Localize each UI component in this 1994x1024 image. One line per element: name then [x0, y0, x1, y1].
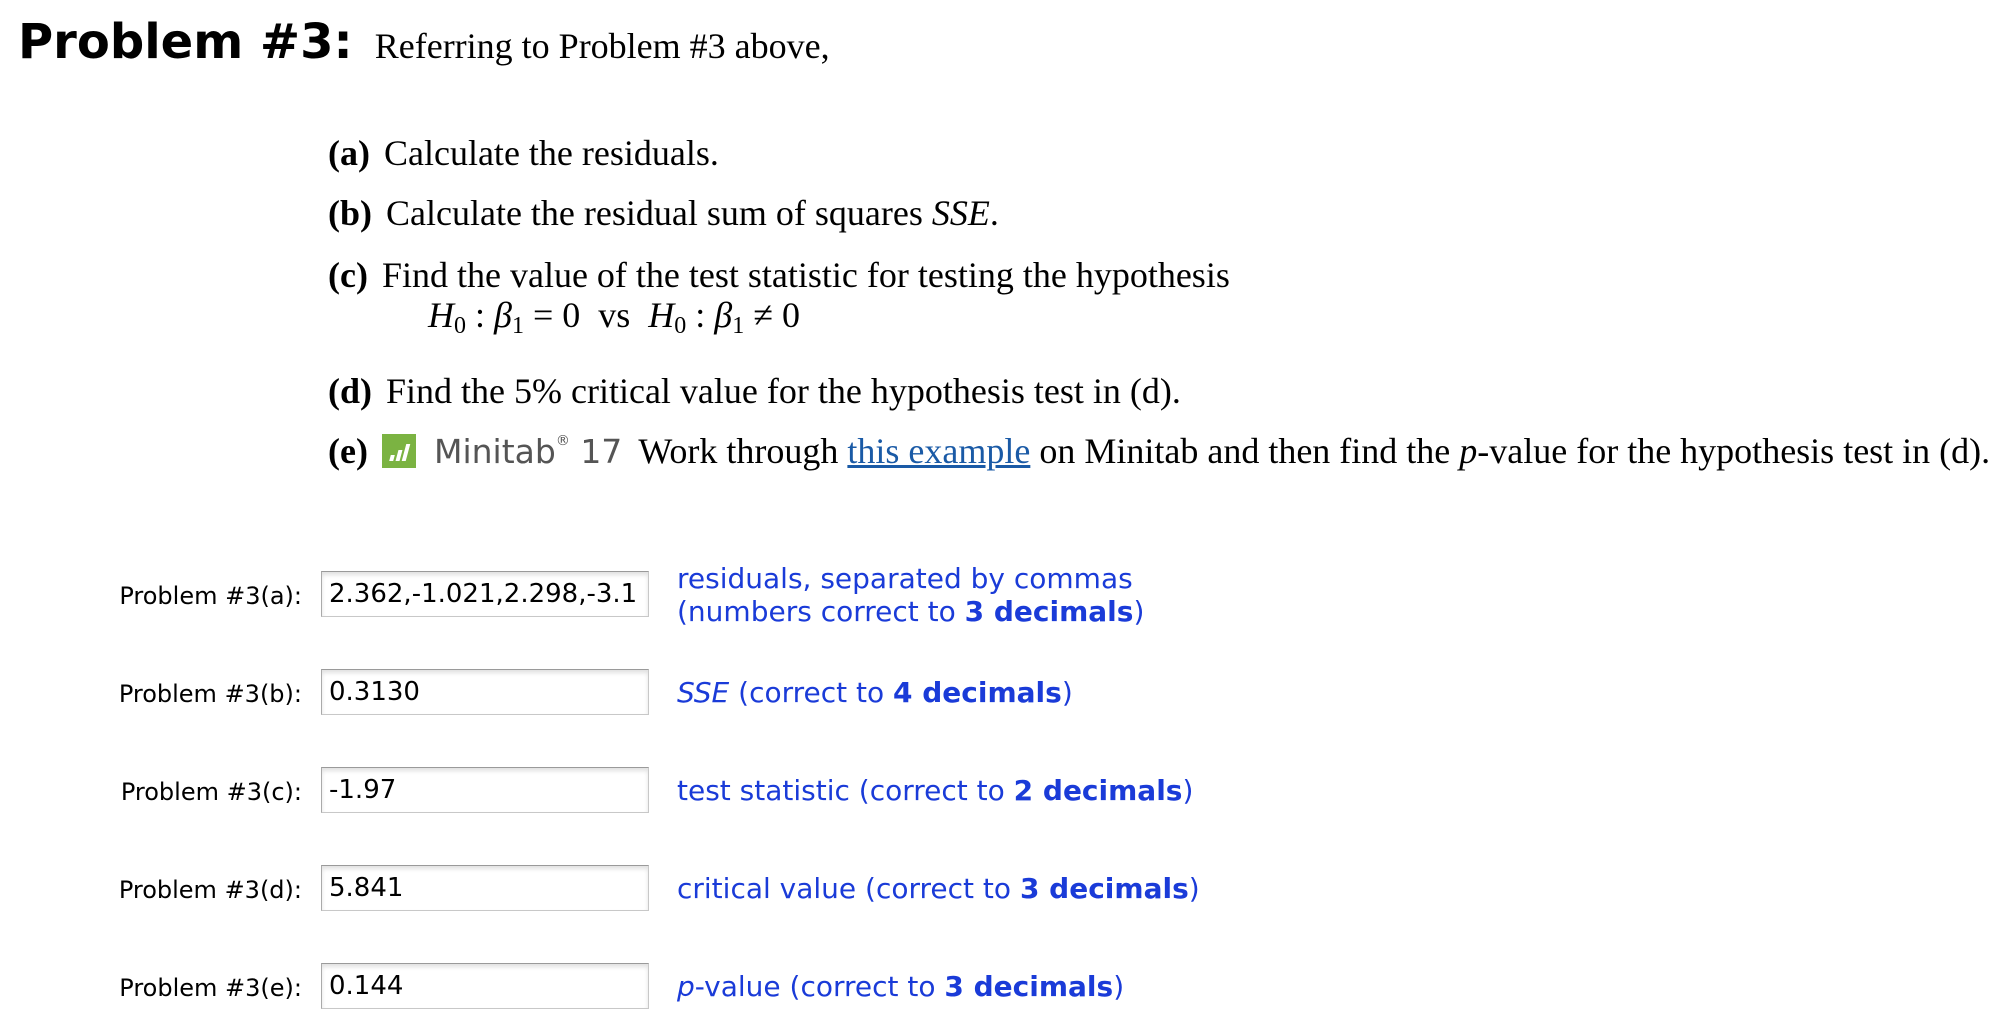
problem-header [18, 14, 830, 70]
answer-row-d [0, 865, 1994, 913]
part-letter: (d) [328, 371, 372, 411]
answer-label: Problem #3(c): [120, 778, 302, 806]
part-text: Calculate the residuals. [383, 133, 719, 173]
answer-hint: test statistic (correct to 2 decimals) [677, 774, 1194, 807]
answer-label: Problem #3(a): [119, 582, 302, 610]
minitab-logo [382, 432, 622, 471]
answer-input-b[interactable] [321, 669, 649, 715]
part-d [328, 370, 1181, 412]
answer-input-a[interactable] [321, 571, 649, 617]
answer-label: Problem #3(b): [118, 680, 302, 708]
answer-input-e[interactable] [321, 963, 649, 1009]
minitab-wordmark: Minitab® 17 [433, 431, 623, 471]
part-c [328, 254, 1230, 296]
example-link[interactable]: this example [847, 431, 1031, 471]
part-a [328, 132, 719, 174]
answer-row-a [0, 562, 1994, 628]
answer-row-e [0, 963, 1994, 1011]
part-text: Calculate the residual sum of squares SSE. [386, 193, 999, 233]
answer-label: Problem #3(d): [118, 876, 302, 904]
part-text: Find the value of the test statistic for testing the hypothesis [381, 255, 1230, 295]
part-letter: (a) [328, 133, 370, 173]
part-text: Work through this example on Minitab and then find the p-value for the hypothesis test in (d). [638, 431, 1991, 471]
answer-hint: critical value (correct to 3 decimals) [677, 872, 1200, 905]
part-b [328, 192, 999, 234]
answer-hint: SSE (correct to 4 decimals) [677, 676, 1073, 709]
answer-label: Problem #3(e): [119, 974, 302, 1002]
part-letter: (e) [328, 431, 368, 471]
answer-hint: p-value (correct to 3 decimals) [677, 970, 1125, 1003]
problem-intro: Referring to Problem #3 above, [374, 26, 830, 66]
answer-hint: residuals, separated by commas (numbers correct to 3 decimals) [677, 562, 1145, 628]
sse-term: SSE [931, 193, 990, 233]
answer-row-b [0, 669, 1994, 717]
part-text: Find the 5% critical value for the hypothesis test in (d). [386, 371, 1181, 411]
answer-row-c [0, 767, 1994, 815]
minitab-bars-icon [382, 434, 416, 468]
answer-input-d[interactable] [321, 865, 649, 911]
hypothesis-statement: $H_0$ : $\beta_1 = 0$ vs $H_0$ : $\beta_1 \ne 0$ [428, 295, 800, 339]
part-e [328, 430, 1990, 472]
part-letter: (b) [328, 193, 372, 233]
problem-title: Problem #3: [18, 14, 353, 70]
answer-input-c[interactable] [321, 767, 649, 813]
part-letter: (c) [328, 255, 368, 295]
